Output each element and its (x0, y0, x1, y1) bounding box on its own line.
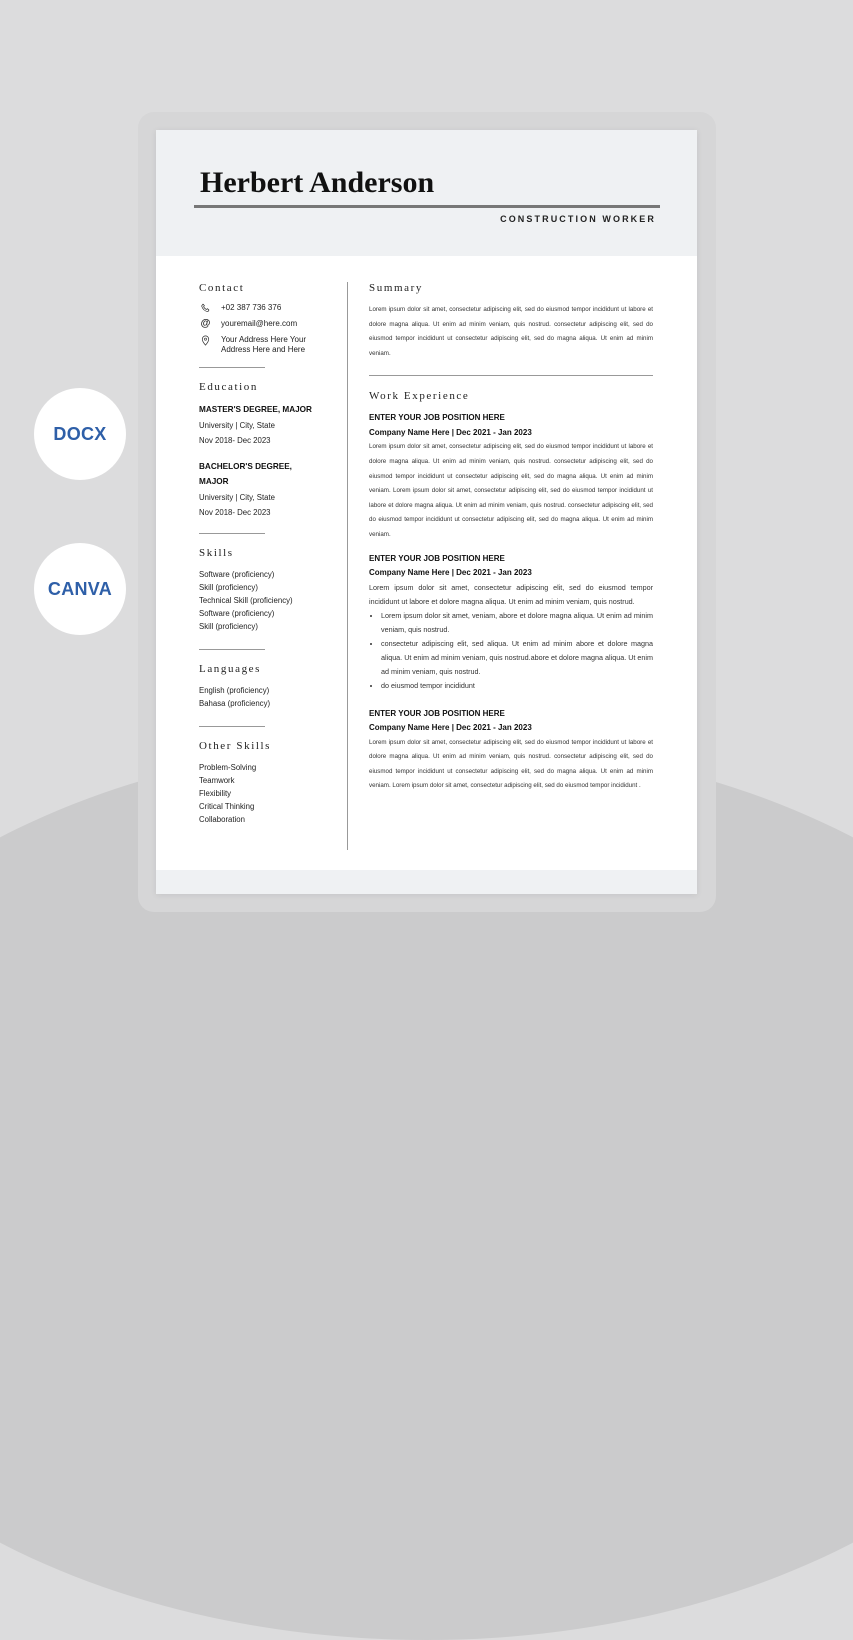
at-icon: @ (200, 318, 211, 329)
list-item: English (proficiency) (199, 685, 270, 695)
list-item: Skill (proficiency) (199, 582, 258, 592)
job-entry (369, 411, 653, 542)
section-divider (199, 533, 265, 534)
education-entry (199, 402, 339, 449)
address-text: Your Address Here Your Address Here and Here (221, 335, 307, 354)
degree-title: BACHELOR'S DEGREE, MAJOR (199, 461, 292, 486)
education-entry (199, 459, 339, 521)
job-description: Lorem ipsum dolor sit amet, consectetur adipiscing elit, sed do eiusmod tempor incididunt ut labore et dolore magna aliqua. Ut enim ad minim veniam, quis nostrud. consectetur adipiscing elit, sed do eiusmod tempor incididunt ut consectetur adipiscing elit, sed do magna aliqua. Ut enim ad minim veniam. Lorem ipsum dolor sit amet, consectetur adipiscing elit, sed do eiusmod tempor incididunt . (369, 738, 653, 790)
summary-text: Lorem ipsum dolor sit amet, consectetur adipiscing elit, sed do eiusmod tempor incididunt ut labore et dolore magna aliqua. Ut enim ad minim veniam, quis nostrud. consectetur adipiscing elit, sed do eiusmod tempor incididunt ut consectetur adipiscing elit, sed do magna aliqua. Ut enim ad minim veniam. (369, 306, 653, 357)
contact-address (199, 335, 339, 355)
candidate-title: CONSTRUCTION WORKER (500, 214, 656, 224)
section-divider (369, 375, 653, 376)
list-item: Critical Thinking (199, 801, 255, 811)
list-item: Technical Skill (proficiency) (199, 595, 293, 605)
resume-header (156, 130, 697, 256)
list-item: • do eiusmod tempor incididunt (381, 679, 653, 693)
other-skills-list (199, 761, 339, 826)
other-skills-heading: Other Skills (199, 739, 272, 752)
list-item: • consectetur adipiscing elit, sed aliqua. Ut enim ad minim abore et dolore magna aliqua. Ut enim ad minim veniam, quis nostrud.abore et dolore magna aliqua. Ut enim ad minim veniam, quis nostrud. (381, 637, 653, 679)
section-divider (199, 367, 265, 368)
resume-footer-band (156, 870, 697, 894)
skills-list (199, 568, 339, 633)
contact-phone (199, 303, 339, 313)
list-item: Skill (proficiency) (199, 621, 258, 631)
job-entry (369, 552, 653, 693)
languages-list (199, 684, 339, 710)
education-heading: Education (199, 381, 258, 393)
education-dates: Nov 2018- Dec 2023 (199, 508, 271, 517)
column-divider (347, 282, 348, 850)
list-item: Software (proficiency) (199, 569, 275, 579)
school-line: University | City, State (199, 420, 275, 430)
school-line: University | City, State (199, 492, 275, 502)
right-column (369, 282, 653, 803)
canva-badge[interactable]: CANVA (34, 543, 126, 635)
job-description: Lorem ipsum dolor sit amet, consectetur adipiscing elit, sed do eiusmod tempor incididunt ut labore et dolore magna aliqua. Ut enim ad minim veniam, quis nostrud. consectetur adipiscing elit, sed do eiusmod tempor incididunt ut consectetur adipiscing elit, sed do magna aliqua. Ut enim ad minim veniam. Lorem ipsum dolor sit amet, consectetur adipiscing elit, sed do eiusmod tempor incididunt ut labore et dolore magna aliqua. Ut enim ad minim veniam, quis nostrud. consectetur adipiscing elit, sed do eiusmod tempor incididunt ut consectetur adipiscing elit, sed do magna aliqua. Ut enim ad minim veniam. (369, 443, 653, 538)
skills-heading: Skills (199, 546, 234, 559)
resume-sheet (156, 130, 697, 894)
summary-heading: Summary (369, 282, 423, 294)
languages-heading: Languages (199, 662, 262, 675)
list-item: Software (proficiency) (199, 608, 275, 618)
list-item: Collaboration (199, 814, 245, 824)
job-bullets (369, 609, 653, 693)
degree-title: MASTER'S DEGREE, MAJOR (199, 405, 312, 414)
phone-text: +02 387 736 376 (221, 303, 282, 312)
name-divider (194, 205, 660, 208)
list-item: Bahasa (proficiency) (199, 698, 271, 708)
contact-heading: Contact (199, 282, 245, 294)
list-item: Problem-Solving (199, 762, 257, 772)
job-description: Lorem ipsum dolor sit amet, consectetur adipiscing elit, sed do eiusmod tempor incididunt ut labore et dolore magna aliqua. Ut enim ad minim veniam, quis nostrud. (369, 582, 653, 606)
section-divider (199, 649, 265, 650)
work-experience-heading: Work Experience (369, 390, 470, 403)
section-divider (199, 726, 265, 727)
email-text: youremail@here.com (221, 319, 298, 328)
docx-badge[interactable]: DOCX (34, 388, 126, 480)
job-company: Company Name Here | Dec 2021 - Jan 2023 (369, 427, 532, 437)
job-company: Company Name Here | Dec 2021 - Jan 2023 (369, 723, 532, 733)
job-position: ENTER YOUR JOB POSITION HERE (369, 708, 505, 718)
job-company: Company Name Here | Dec 2021 - Jan 2023 (369, 568, 532, 578)
list-item: • Lorem ipsum dolor sit amet, veniam, abore et dolore magna aliqua. Ut enim ad minim veniam, quis nostrud. (381, 609, 653, 637)
job-position: ENTER YOUR JOB POSITION HERE (369, 413, 505, 423)
list-item: Teamwork (199, 775, 235, 785)
phone-icon (199, 303, 212, 313)
list-item: Flexibility (199, 788, 232, 798)
job-position: ENTER YOUR JOB POSITION HERE (369, 553, 505, 563)
location-pin-icon (199, 335, 212, 345)
job-entry (369, 707, 653, 794)
education-dates: Nov 2018- Dec 2023 (199, 436, 271, 445)
left-column (199, 282, 339, 826)
candidate-name: Herbert Anderson (200, 166, 435, 199)
contact-email (199, 319, 339, 329)
